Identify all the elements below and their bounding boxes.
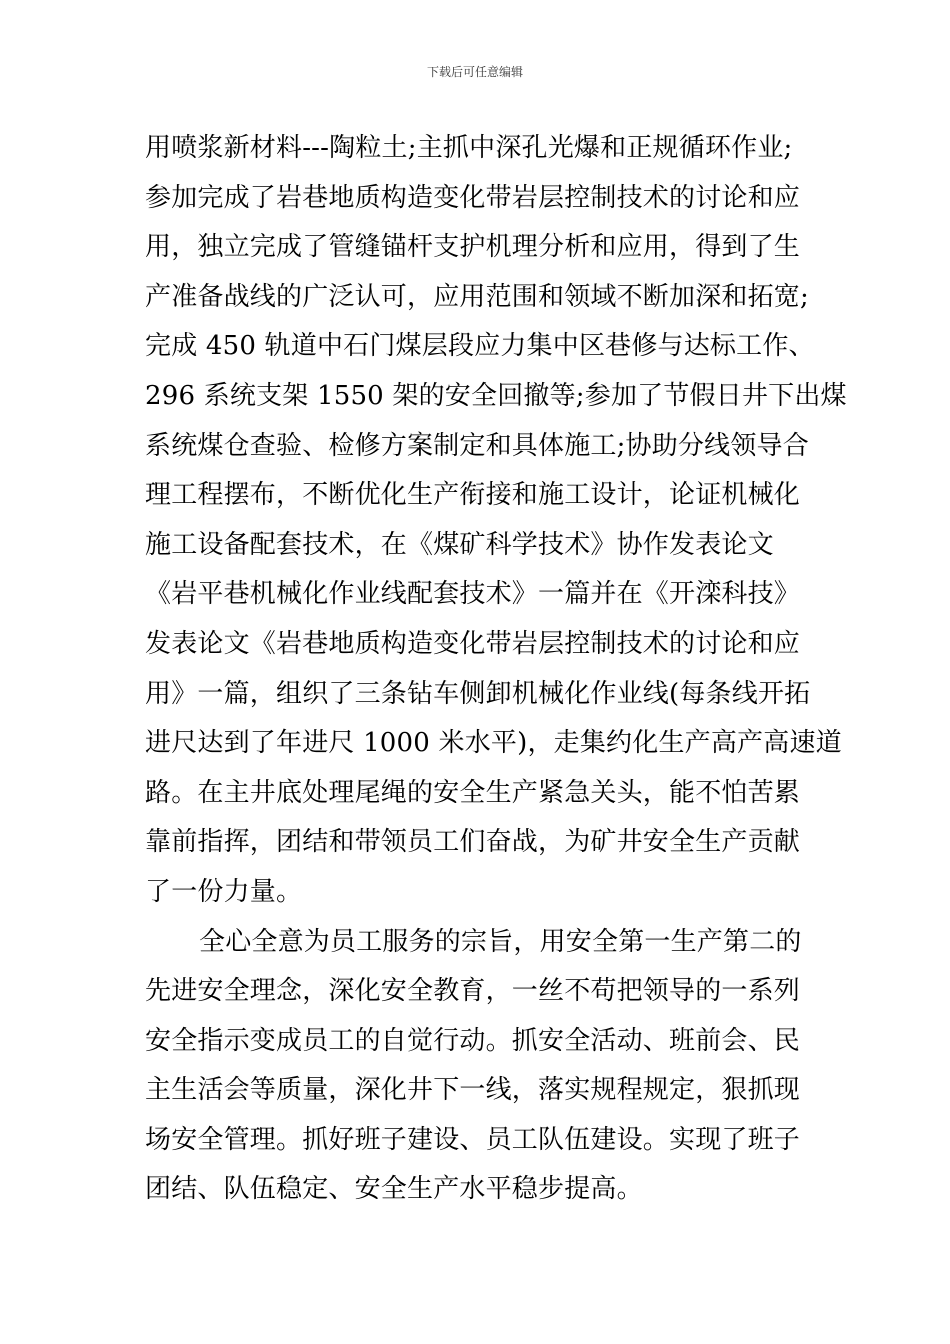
text-line: 团结、队伍稳定、安全生产水平稳步提高。 [145, 1174, 643, 1205]
text-line: 了一份力量。 [145, 876, 303, 907]
text-line: 完成 450 轨道中石门煤层段应力集中区巷修与达标工作、 [145, 331, 815, 362]
text-line: 用》一篇，组织了三条钻车侧卸机械化作业线(每条线开拓 [145, 678, 811, 709]
text-line: 进尺达到了年进尺 1000 米水平)，走集约化生产高产高速道 [145, 728, 842, 759]
text-line: 产准备战线的广泛认可，应用范围和领域不断加深和拓宽; [145, 281, 809, 312]
paragraph-2 [145, 918, 815, 1216]
text-line: 用喷浆新材料---陶粒土;主抓中深孔光爆和正规循环作业; [145, 133, 793, 163]
text-line: 发表论文《岩巷地质构造变化带岩层控制技术的讨论和应 [145, 628, 801, 659]
text-line: 参加完成了岩巷地质构造变化带岩层控制技术的讨论和应 [145, 182, 801, 213]
text-line: 先进安全理念，深化安全教育，一丝不苟把领导的一系列 [145, 976, 801, 1007]
text-line: 主生活会等质量，深化井下一线，落实规程规定，狠抓现 [145, 1075, 801, 1106]
text-line: 《岩平巷机械化作业线配套技术》一篇并在《开滦科技》 [145, 579, 801, 610]
document-body [145, 124, 847, 1215]
paragraph-1 [145, 124, 847, 918]
text-line-indented: 全心全意为员工服务的宗旨，用安全第一生产第二的 [199, 926, 802, 957]
text-line: 靠前指挥，团结和带领员工们奋战，为矿井安全生产贡献 [145, 827, 801, 858]
text-line: 路。在主井底处理尾绳的安全生产紧急关头，能不怕苦累 [145, 777, 801, 808]
text-line: 理工程摆布，不断优化生产衔接和施工设计，论证机械化 [145, 480, 801, 511]
page-header: 下载后可任意编辑 [426, 65, 523, 79]
text-line: 系统煤仓查验、检修方案制定和具体施工;协助分线领导合 [145, 430, 809, 461]
text-line: 用，独立完成了管缝锚杆支护机理分析和应用，得到了生 [145, 232, 801, 263]
text-line: 施工设备配套技术，在《煤矿科学技术》协作发表论文 [145, 529, 774, 560]
text-line: 场安全管理。抓好班子建设、员工队伍建设。实现了班子 [145, 1124, 801, 1155]
text-line: 安全指示变成员工的自觉行动。抓安全活动、班前会、民 [145, 1025, 801, 1056]
text-line: 296 系统支架 1550 架的安全回撤等;参加了节假日井下出煤 [145, 380, 847, 411]
